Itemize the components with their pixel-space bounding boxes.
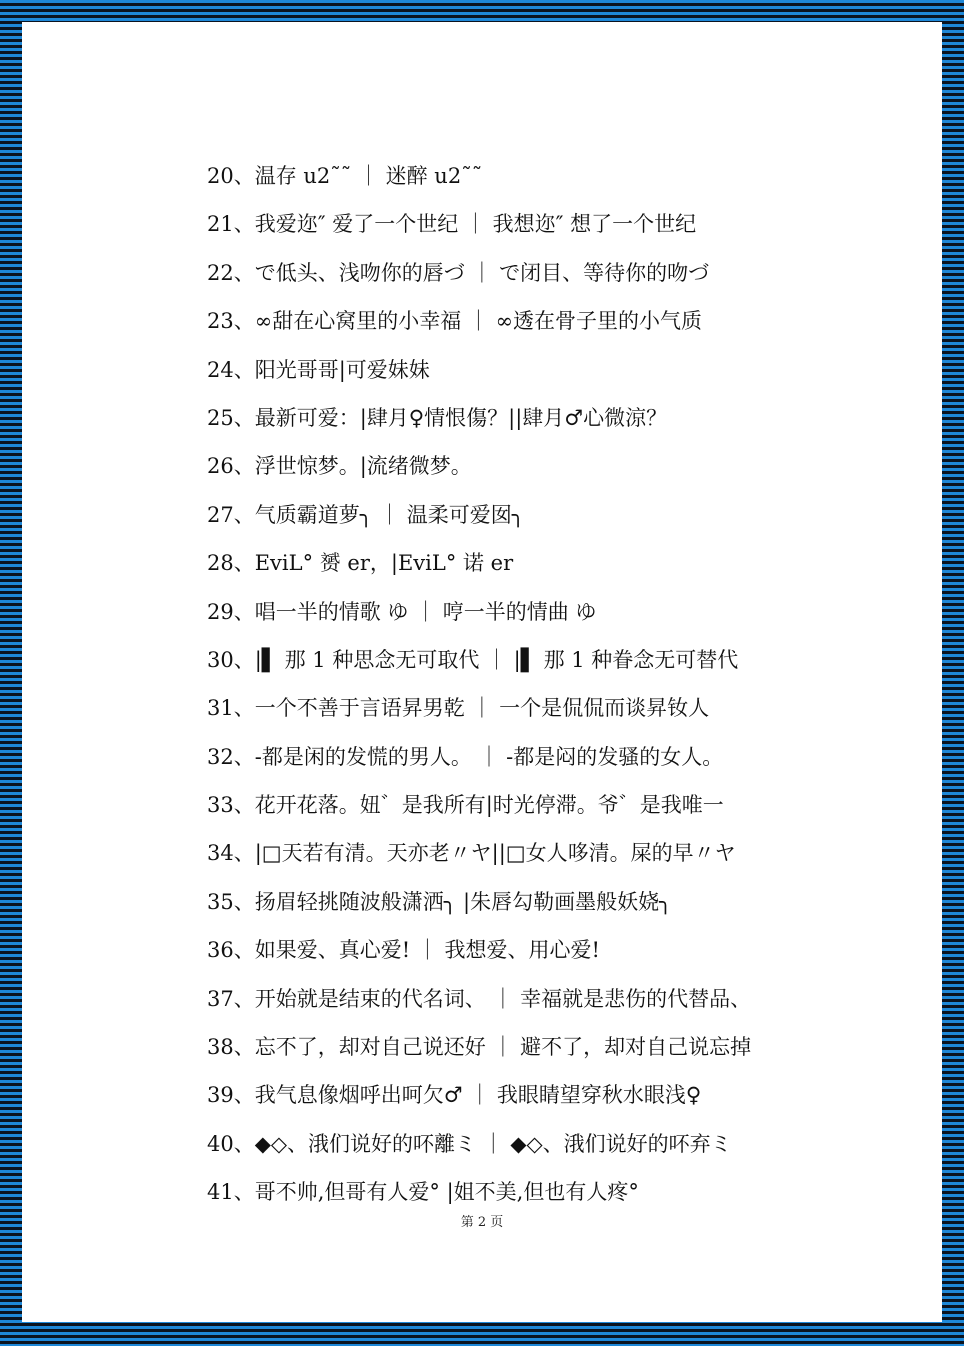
text-line: 37、开始就是结束的代名词、 ｜ 幸福就是悲伤的代替品、 <box>207 986 752 1011</box>
text-line: 24、阳光哥哥|可爱妹妹 <box>207 357 430 382</box>
text-line: 41、哥不帅,但哥有人爱° |姐不美,但也有人疼° <box>207 1180 639 1205</box>
text-line: 36、如果爱、真心爱! ｜ 我想爱、用心爱! <box>207 938 600 963</box>
text-line: 39、我气息像烟呼出呵欠♂ ｜ 我眼睛望穿秋水眼浅♀ <box>207 1083 702 1108</box>
text-line: 31、一个不善于言语昇男乾 ｜ 一个是侃侃而谈昇钕人 <box>207 696 710 721</box>
text-line: 32、-都是闲的发慌的男人。 ｜ -都是闷的发骚的女人。 <box>207 744 724 769</box>
page-number: 第 2 页 <box>460 1215 504 1230</box>
text-line: 34、|□天若有清。天亦老〃ヤ||□女人哆清。屎的早〃ヤ <box>207 841 736 866</box>
text-line: 40、◆◇、涐们说好的吥離ミ ｜ ◆◇、涐们说好的吥弃ミ <box>207 1131 732 1156</box>
text-line: 33、花开花落。妞゛是我所有|时光停滞。爷゛是我唯一 <box>207 793 724 818</box>
text-line: 23、∞甜在心窝里的小幸福 ｜ ∞透在骨子里的小气质 <box>207 309 703 334</box>
text-line: 30、|▌ 那 1 种思念无可取代 ｜ |▌ 那 1 种眷念无可替代 <box>207 647 739 672</box>
text-line: 20、温存 u2˜˜ ｜ 迷醉 u2˜˜ <box>207 164 483 188</box>
text-line: 38、忘不了，却对自己说还好 ｜ 避不了，却对自己说忘掉 <box>207 1035 752 1060</box>
document-page <box>22 22 942 1322</box>
text-line: 26、浮世惊梦。|流绪微梦。 <box>207 454 472 479</box>
text-line: 22、で低头、浅吻你的唇づ ｜ で闭目、等待你的吻づ <box>207 260 710 285</box>
text-line: 21、我爱迩″ 爱了一个世纪 ｜ 我想迩″ 想了一个世纪 <box>207 212 697 237</box>
text-line: 28、EviL° 赟 er，|EviL° 诺 er <box>207 551 514 576</box>
text-lines <box>207 152 927 1217</box>
text-line: 27、气质霸道萝╮ ｜ 温柔可爱囡╮ <box>207 502 525 527</box>
text-line: 25、最新可爱：|肆月♀情恨傷？||肆月♂心微涼？ <box>207 405 668 430</box>
text-line: 29、唱一半的情歌 ゆ ｜ 哼一半的情曲 ゆ <box>207 599 597 624</box>
text-line: 35、扬眉轻挑随波般潇洒╮ |朱唇勾勒画墨般妖娆╮ <box>207 889 672 914</box>
